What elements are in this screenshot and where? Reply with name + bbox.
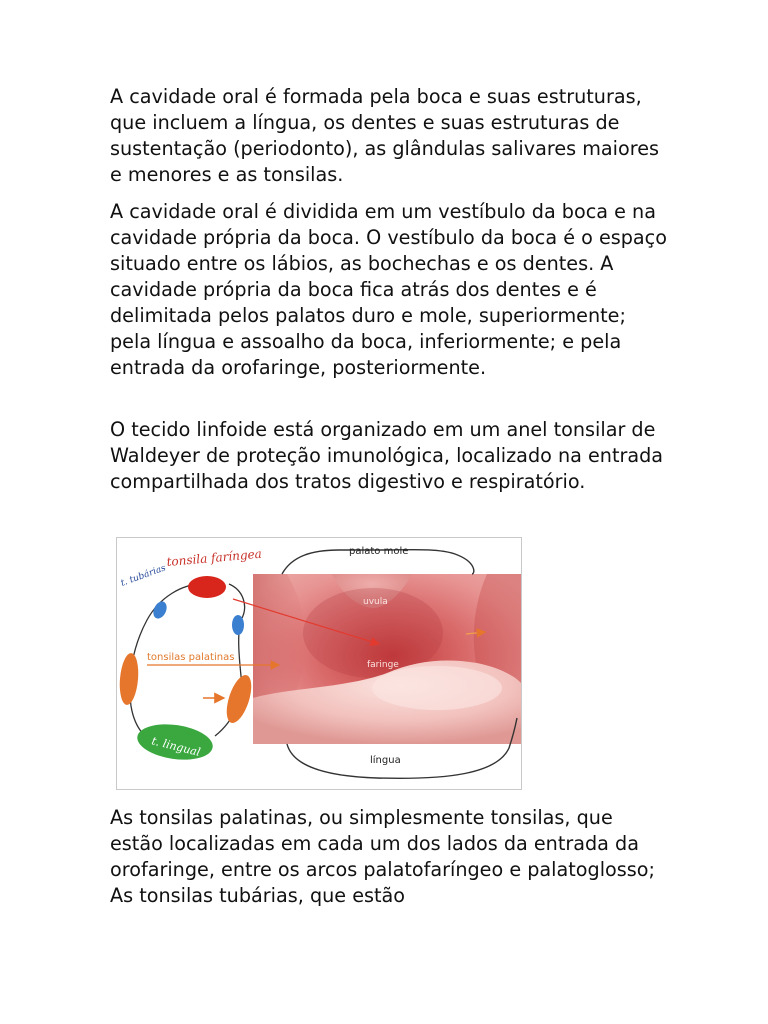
palatine-tonsil-right-shape (222, 672, 256, 726)
paragraph-oral-cavity-division: A cavidade oral é dividida em um vestíbulo da boca e na cavidade própria da boca. O vestíbulo da boca é o espaço situado entre os lábios, as bochechas e os dentes. A cavidade própria da boca fica atrás dos dentes e é delimitada pelos palatos duro e mole, superiormente; pela língua e assoalho da boca, inferiormente; e pela entrada da orofaringe, posteriormente. (110, 200, 667, 379)
paragraph-oral-cavity-intro: A cavidade oral é formada pela boca e suas estruturas, que incluem a língua, os dentes e suas estruturas de sustentação (periodonto), as glândulas salivares maiores e menores e as tonsilas. (110, 85, 660, 186)
ring-outline-left (130, 584, 205, 744)
paragraph-palatine-tonsils: As tonsilas palatinas, ou simplesmente tonsilas, que estão localizadas em cada um dos lados da entrada da orofaringe, entre os arcos palatofaríngeo e palatoglosso; As tonsilas tubárias, que estão (110, 806, 655, 907)
pharyngeal-tonsil-shape (188, 576, 226, 598)
label-faringe: faringe (367, 660, 399, 670)
palatine-tonsil-left-shape (118, 652, 140, 705)
label-t-lingual: t. lingual (150, 734, 202, 759)
label-tonsilas-palatinas: tonsilas palatinas (147, 652, 235, 663)
waldeyer-ring-figure (116, 537, 522, 790)
paragraph-lymphoid-tissue: O tecido linfoide está organizado em um anel tonsilar de Waldeyer de proteção imunológica, localizado na entrada compartilhada dos tratos digestivo e respiratório. (110, 418, 664, 493)
figure-illustration (117, 538, 521, 789)
label-t-tubarias: t. tubárias (119, 563, 168, 589)
tubal-tonsil-right-shape (232, 615, 244, 635)
label-palato-mole: palato mole (349, 546, 409, 557)
label-tonsila-faringea: tonsila faríngea (166, 546, 263, 569)
label-lingua: língua (370, 755, 401, 766)
label-uvula: uvula (363, 597, 388, 607)
